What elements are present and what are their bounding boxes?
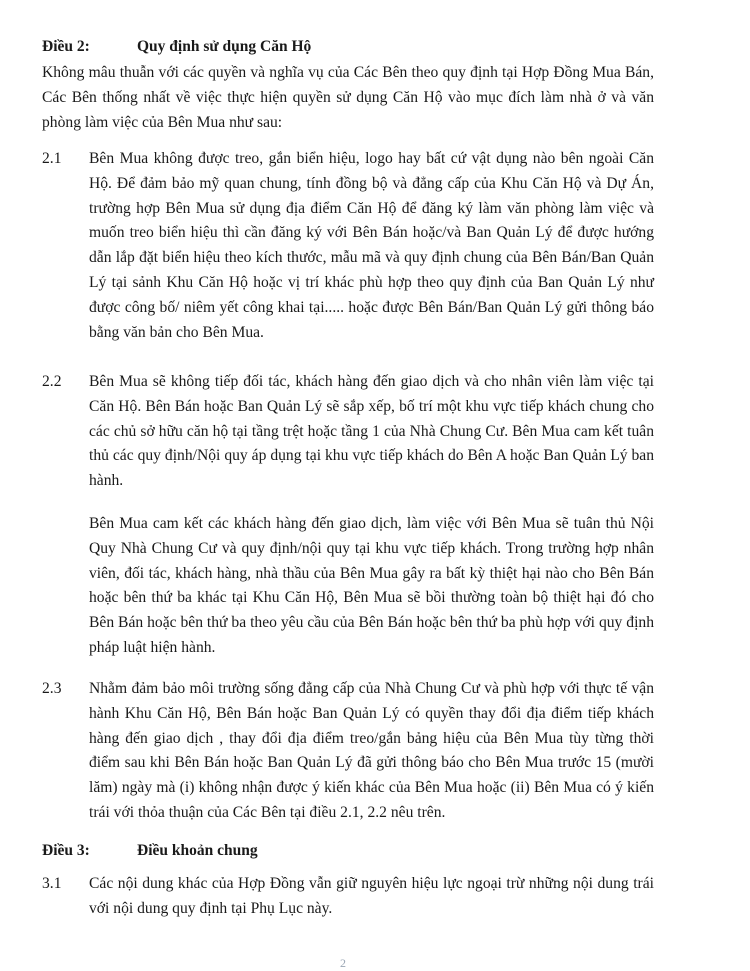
clause-2-1 (42, 147, 654, 345)
page-number: 2 (340, 956, 346, 970)
clause-2-2 (42, 370, 654, 494)
article-2-title: Quy định sử dụng Căn Hộ (137, 38, 312, 55)
article-2-label: Điều 2: (42, 38, 90, 55)
clause-number: 2.3 (42, 680, 62, 697)
clause-number: 2.2 (42, 373, 62, 390)
article-3-title: Điều khoản chung (137, 842, 258, 859)
article-3-label: Điều 3: (42, 842, 90, 859)
clause-text: Bên Mua sẽ không tiếp đối tác, khách hàng đến giao dịch và cho nhân viên làm việc tại Căn Hộ. Bên Bán hoặc Ban Quản Lý sẽ sắp xếp, bố trí một khu vực tiếp khách chung cho các chủ sở hữu căn hộ tại tầng trệt hoặc tầng 1 của Nhà Chung Cư. Bên Mua cam kết tuân thủ các quy định/Nội quy áp dụng tại khu vực tiếp khách do Bên A hoặc Ban Quản Lý ban hành. (89, 373, 654, 490)
clause-text: Bên Mua không được treo, gắn biển hiệu, logo hay bất cứ vật dụng nào bên ngoài Căn Hộ. Để đảm bảo mỹ quan chung, tính đồng bộ và đẳng cấp của Khu Căn Hộ và Dự Án, trường hợp Bên Mua sử dụng địa điểm Căn Hộ để đăng ký làm văn phòng làm việc và muốn treo biển hiệu thì cần đăng ký với Bên Bán hoặc/và Ban Quản Lý để được hướng dẫn lắp đặt biển hiệu theo kích thước, mẫu mã và quy định chung của Bên Bán/Ban Quản Lý tại sảnh Khu Căn Hộ hoặc vị trí khác phù hợp theo quy định của Ban Quản Lý như được công bố/ niêm yết công khai tại..... hoặc được Bên Bán/Ban Quản Lý gửi thông báo bằng văn bản cho Bên Mua. (89, 150, 654, 341)
clause-text: Các nội dung khác của Hợp Đồng vẫn giữ nguyên hiệu lực ngoại trừ những nội dung trái với nội dung quy định tại Phụ Lục này. (89, 875, 654, 917)
clause-text: Nhằm đảm bảo môi trường sống đẳng cấp của Nhà Chung Cư và phù hợp với thực tế vận hành Khu Căn Hộ, Bên Bán hoặc Ban Quản Lý có quyền thay đổi địa điểm tiếp khách hàng đến giao dịch , thay đổi địa điểm treo/gắn bảng hiệu của Bên Mua tùy từng thời điểm sau khi Bên Bán hoặc Ban Quản Lý đã gửi thông báo cho Bên Mua trước 15 (mười lăm) ngày mà (i) không nhận được ý kiến khác của Bên Mua hoặc (ii) Bên Mua có ý kiến trái với thỏa thuận của Các Bên tại điều 2.1, 2.2 nêu trên. (89, 680, 654, 821)
article-2-intro: Không mâu thuẫn với các quyền và nghĩa vụ của Các Bên theo quy định tại Hợp Đồng Mua Bán, Các Bên thống nhất về việc thực hiện quyền sử dụng Căn Hộ vào mục đích làm nhà ở và văn phòng làm việc của Bên Mua như sau: (42, 64, 654, 131)
clause-2-2-continuation: Bên Mua cam kết các khách hàng đến giao dịch, làm việc với Bên Mua sẽ tuân thủ Nội Quy Nhà Chung Cư và quy định/nội quy tại khu vực tiếp khách. Trong trường hợp nhân viên, đối tác, khách hàng, nhà thầu của Bên Mua gây ra bất kỳ thiệt hại nào cho Bên Bán hoặc bên thứ ba khác tại Khu Căn Hộ, Bên Mua sẽ bồi thường toàn bộ thiệt hại đó cho Bên Bán hoặc bên thứ ba theo yêu cầu của Bên Bán hoặc bên thứ ba phù hợp với quy định pháp luật hiện hành. (89, 515, 654, 656)
clause-3-1 (42, 872, 654, 922)
clause-2-3 (42, 677, 654, 826)
clause-number: 2.1 (42, 150, 62, 167)
clause-number: 3.1 (42, 875, 62, 892)
